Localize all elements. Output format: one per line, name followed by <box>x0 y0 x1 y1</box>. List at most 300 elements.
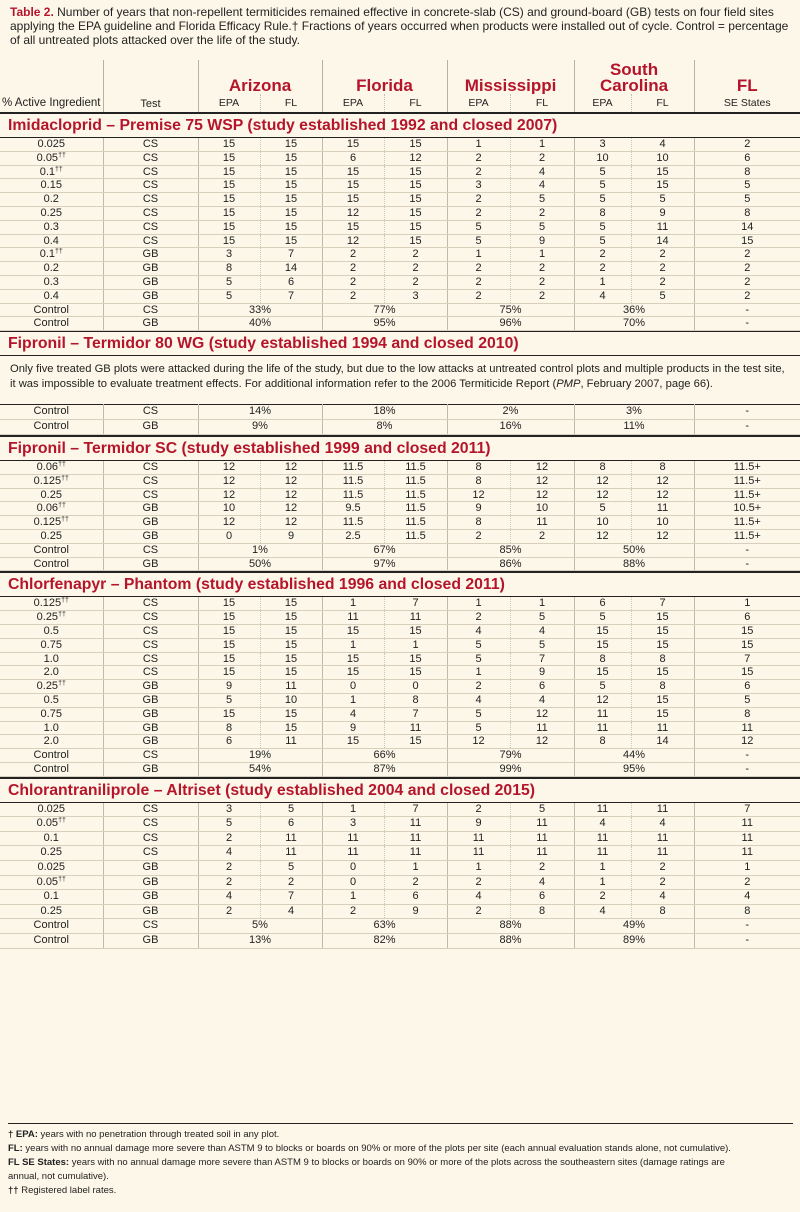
section-table <box>0 803 800 949</box>
table-cell: 86% <box>447 557 574 571</box>
table-cell: 11 <box>694 817 800 832</box>
table-cell: 11 <box>384 831 447 846</box>
table-cell: 49% <box>574 919 694 934</box>
table-cell: 67% <box>322 543 447 557</box>
table-row <box>0 275 800 289</box>
table-cell: GB <box>103 248 198 262</box>
section-table <box>0 461 800 571</box>
table-cell: CS <box>103 666 198 680</box>
table-cell: 5 <box>574 220 631 234</box>
table-row <box>0 220 800 234</box>
table-cell: 11 <box>694 831 800 846</box>
table-cell: 11 <box>322 846 384 861</box>
table-cell: 15 <box>260 206 322 220</box>
table-cell: 11.5+ <box>694 488 800 502</box>
table-cell: 0.3 <box>0 220 103 234</box>
table-cell: 2 <box>694 248 800 262</box>
table-row <box>0 624 800 638</box>
table-cell: 11 <box>631 220 694 234</box>
table-cell: 0.05†† <box>0 875 103 890</box>
table-cell: 5 <box>447 721 510 735</box>
table-cell: 15 <box>631 666 694 680</box>
table-cell: 0.1 <box>0 831 103 846</box>
table-cell: 2 <box>510 861 574 876</box>
table-cell: 5% <box>198 919 322 934</box>
table-cell: 12 <box>510 707 574 721</box>
table-cell: - <box>694 557 800 571</box>
table-cell: 4 <box>510 693 574 707</box>
table-cell: 14 <box>694 220 800 234</box>
table-cell: 15 <box>631 165 694 179</box>
section-table <box>0 138 800 331</box>
table-cell: 79% <box>447 749 574 763</box>
table-cell: 5 <box>260 861 322 876</box>
table-cell: GB <box>103 904 198 919</box>
table-cell: 8 <box>447 516 510 530</box>
table-cell: GB <box>103 529 198 543</box>
table-cell: 3 <box>198 248 260 262</box>
section-table <box>0 404 800 435</box>
table-cell: 2 <box>631 875 694 890</box>
table-cell: 12 <box>447 735 510 749</box>
table-cell: 12 <box>260 502 322 516</box>
table-cell: 15 <box>631 638 694 652</box>
footnote-text: years with no annual damage more severe than ASTM 9 to blocks or boards on 90% or more of the plots per site (each annual evaluation stands alone, not cumulative). <box>22 1143 731 1154</box>
table-cell: 5 <box>447 638 510 652</box>
table-cell: 5 <box>198 289 260 303</box>
table-cell: 1 <box>694 597 800 610</box>
control-row <box>0 303 800 317</box>
table-cell: 5 <box>574 680 631 694</box>
table-cell: 0.025 <box>0 803 103 817</box>
footnote-registered <box>8 1184 793 1198</box>
table-cell: 11.5 <box>384 529 447 543</box>
table-cell: 5 <box>447 652 510 666</box>
table-cell: 2 <box>510 529 574 543</box>
table-row <box>0 474 800 488</box>
table-cell: GB <box>103 735 198 749</box>
table-cell: 9 <box>447 817 510 832</box>
table-cell: 10 <box>631 516 694 530</box>
table-cell: 0.75 <box>0 707 103 721</box>
table-cell: 15 <box>260 666 322 680</box>
table-cell: CS <box>103 179 198 193</box>
table-cell: 2 <box>510 151 574 165</box>
table-row <box>0 803 800 817</box>
table-cell: CS <box>103 543 198 557</box>
table-cell: 12 <box>631 529 694 543</box>
table-cell: 11 <box>510 831 574 846</box>
footnote-label: FL SE States: <box>8 1157 70 1168</box>
table-cell: 0.05†† <box>0 817 103 832</box>
table-cell: 2 <box>631 275 694 289</box>
note-text: Only five treated GB plots were attacked during the life of the study, but due to the low attacks at untreated control plots and multiple products in the test site, it was impossible to evaluate treatment effects. For additional information refer to the 2006 Termiticide Report ( <box>10 363 785 391</box>
table-cell: 4 <box>447 890 510 905</box>
table-cell: 3% <box>574 405 694 420</box>
table-caption <box>0 0 800 60</box>
table-cell: 2 <box>447 275 510 289</box>
header-site-mississippi: Mississippi <box>447 60 574 94</box>
table-cell: 5 <box>260 803 322 817</box>
table-cell: 0.5 <box>0 693 103 707</box>
table-cell: 11 <box>447 831 510 846</box>
table-cell: 8 <box>694 904 800 919</box>
table-cell: 5 <box>510 193 574 207</box>
table-cell: 15 <box>631 693 694 707</box>
table-cell: 6 <box>574 597 631 610</box>
table-cell: 9.5 <box>322 502 384 516</box>
note-italic: PMP <box>556 378 581 391</box>
table-cell: 2 <box>447 875 510 890</box>
table-cell: 33% <box>198 303 322 317</box>
table-cell: 19% <box>198 749 322 763</box>
table-cell: 11 <box>260 735 322 749</box>
table-cell: 15 <box>322 165 384 179</box>
table-row <box>0 234 800 248</box>
table-row <box>0 890 800 905</box>
table-cell: 6 <box>694 151 800 165</box>
table-cell: 2 <box>322 275 384 289</box>
table-cell: 11.5 <box>322 461 384 474</box>
table-cell: 15 <box>260 611 322 625</box>
table-cell: 2 <box>322 262 384 276</box>
table-row <box>0 179 800 193</box>
table-cell: 8 <box>510 904 574 919</box>
table-row <box>0 904 800 919</box>
table-cell: 11 <box>631 721 694 735</box>
table-cell: 12 <box>322 206 384 220</box>
table-cell: 15 <box>322 220 384 234</box>
table-cell: GB <box>103 890 198 905</box>
table-cell: GB <box>103 289 198 303</box>
table-cell: 6 <box>384 890 447 905</box>
table-cell: 5 <box>198 693 260 707</box>
table-row <box>0 488 800 502</box>
header-fl: FL <box>260 94 322 113</box>
table-cell: 0.25 <box>0 529 103 543</box>
table-cell: 15 <box>574 666 631 680</box>
table-cell: 0.1 <box>0 890 103 905</box>
table-cell: 11.5 <box>384 474 447 488</box>
table-cell: 0.25 <box>0 846 103 861</box>
table-cell: 4 <box>574 817 631 832</box>
table-cell: 13% <box>198 934 322 949</box>
table-cell: CS <box>103 624 198 638</box>
table-cell: GB <box>103 934 198 949</box>
header-epa: EPA <box>574 94 631 113</box>
table-cell: 2 <box>447 165 510 179</box>
table-cell: 2 <box>447 803 510 817</box>
table-cell: 15 <box>694 638 800 652</box>
table-cell: 11 <box>574 721 631 735</box>
section-title: Chlorantraniliprole – Altriset (study established 2004 and closed 2015) <box>0 777 800 803</box>
table-row <box>0 516 800 530</box>
table-row <box>0 721 800 735</box>
footnote-text: annual, not cumulative). <box>8 1171 109 1182</box>
table-cell: 15 <box>260 597 322 610</box>
table-cell: 10 <box>574 516 631 530</box>
table-cell: 89% <box>574 934 694 949</box>
table-cell: Control <box>0 557 103 571</box>
control-row <box>0 934 800 949</box>
table-cell: Control <box>0 543 103 557</box>
table-cell: 15 <box>260 151 322 165</box>
table-cell: 11.5 <box>384 488 447 502</box>
table-cell: 15 <box>631 624 694 638</box>
table-cell: 1 <box>447 666 510 680</box>
table-cell: 1 <box>574 861 631 876</box>
table-cell: 10 <box>198 502 260 516</box>
table-cell: 1.0 <box>0 652 103 666</box>
table-cell: 11 <box>384 846 447 861</box>
table-cell: 5 <box>447 707 510 721</box>
table-cell: 15 <box>322 735 384 749</box>
table-cell: 15 <box>260 193 322 207</box>
table-cell: 12 <box>631 474 694 488</box>
table-cell: 11 <box>631 846 694 861</box>
table-cell: 11 <box>510 721 574 735</box>
table-cell: 5 <box>510 638 574 652</box>
table-cell: Control <box>0 934 103 949</box>
table-cell: 2 <box>322 289 384 303</box>
table-cell: 8 <box>198 721 260 735</box>
header-site-florida: Florida <box>322 60 447 94</box>
table-cell: 11 <box>631 502 694 516</box>
table-cell: 12 <box>260 474 322 488</box>
table-row <box>0 861 800 876</box>
table-cell: - <box>694 749 800 763</box>
table-row <box>0 831 800 846</box>
table-cell: 6 <box>260 817 322 832</box>
footnote-fl-se-states <box>8 1156 793 1170</box>
table-cell: 1% <box>198 543 322 557</box>
table-cell: 2 <box>574 890 631 905</box>
table-cell: 54% <box>198 762 322 776</box>
table-cell: 1 <box>384 638 447 652</box>
table-cell: 2 <box>631 248 694 262</box>
table-row <box>0 846 800 861</box>
table-cell: 8 <box>447 461 510 474</box>
table-cell: CS <box>103 193 198 207</box>
table-cell: 15 <box>384 624 447 638</box>
table-cell: 9 <box>447 502 510 516</box>
table-cell: 15 <box>694 666 800 680</box>
note-text: , February 2007, page 66). <box>580 378 713 391</box>
control-row <box>0 762 800 776</box>
table-cell: 9 <box>510 666 574 680</box>
table-cell: 0 <box>322 680 384 694</box>
table-cell: 3 <box>574 138 631 151</box>
table-cell: 9% <box>198 420 322 435</box>
table-cell: 4 <box>574 904 631 919</box>
footnote-label: †† <box>8 1185 22 1196</box>
table-cell: 75% <box>447 303 574 317</box>
table-cell: 8 <box>694 206 800 220</box>
table-cell: 15 <box>198 179 260 193</box>
table-cell: 77% <box>322 303 447 317</box>
table-cell: 15 <box>198 624 260 638</box>
table-cell: 0.4 <box>0 289 103 303</box>
table-cell: 15 <box>260 179 322 193</box>
table-row <box>0 248 800 262</box>
section-table <box>0 597 800 776</box>
table-cell: GB <box>103 420 198 435</box>
table-cell: 1 <box>574 875 631 890</box>
table-cell: 15 <box>384 652 447 666</box>
table-cell: - <box>694 420 800 435</box>
table-cell: GB <box>103 680 198 694</box>
table-cell: CS <box>103 405 198 420</box>
table-cell: 0 <box>384 680 447 694</box>
table-cell: 11 <box>322 611 384 625</box>
table-cell: 15 <box>260 624 322 638</box>
table-cell: CS <box>103 817 198 832</box>
footnote-text: years with no penetration through treated soil in any plot. <box>37 1129 280 1140</box>
table-cell: 15 <box>198 611 260 625</box>
table-cell: 7 <box>510 652 574 666</box>
control-row <box>0 405 800 420</box>
table-cell: 11 <box>510 516 574 530</box>
table-cell: 2 <box>198 861 260 876</box>
header-se-states: SE States <box>694 94 800 113</box>
table-cell: 5 <box>694 179 800 193</box>
table-cell: 0.5 <box>0 624 103 638</box>
table-cell: 5 <box>631 289 694 303</box>
table-cell: 5 <box>198 817 260 832</box>
table-cell: 8 <box>631 904 694 919</box>
table-cell: 11 <box>447 846 510 861</box>
table-cell: GB <box>103 275 198 289</box>
table-cell: 5 <box>198 275 260 289</box>
table-cell: 12 <box>510 474 574 488</box>
table-cell: 11 <box>694 721 800 735</box>
table-cell: CS <box>103 206 198 220</box>
footnote-label: FL: <box>8 1143 23 1154</box>
table-cell: 6 <box>694 611 800 625</box>
table-cell: 96% <box>447 317 574 331</box>
table-cell: 15 <box>198 206 260 220</box>
table-cell: 12 <box>510 488 574 502</box>
table-cell: 15 <box>384 735 447 749</box>
table-cell: 95% <box>574 762 694 776</box>
table-row <box>0 206 800 220</box>
table-row <box>0 680 800 694</box>
table-cell: 0.025 <box>0 138 103 151</box>
table-row <box>0 817 800 832</box>
table-cell: Control <box>0 919 103 934</box>
table-cell: 7 <box>384 803 447 817</box>
table-cell: 12 <box>574 488 631 502</box>
table-cell: 63% <box>322 919 447 934</box>
table-cell: Control <box>0 303 103 317</box>
table-cell: 14 <box>631 735 694 749</box>
table-cell: 12 <box>694 735 800 749</box>
table-cell: 9 <box>631 206 694 220</box>
caption-label: Table 2. <box>10 5 54 19</box>
table-cell: 6 <box>322 151 384 165</box>
table-cell: 11 <box>384 611 447 625</box>
table-cell: 0 <box>198 529 260 543</box>
table-cell: 11% <box>574 420 694 435</box>
table-cell: 3 <box>198 803 260 817</box>
table-cell: 2 <box>384 262 447 276</box>
caption-text: Number of years that non-repellent termiticides remained effective in concrete-slab (CS) and ground-board (GB) tests on four field sites applying the EPA guideline and Florida Efficacy Rule.† Fractions of years occurred when products were installed out of cycle. Control = percentage of all untreated plots attacked over the life of the study. <box>10 5 789 47</box>
table-cell: 7 <box>260 289 322 303</box>
table-cell: - <box>694 919 800 934</box>
table-cell: 18% <box>322 405 447 420</box>
table-cell: 11.5 <box>384 516 447 530</box>
control-row <box>0 749 800 763</box>
table-cell: 0.05†† <box>0 151 103 165</box>
table-cell: 88% <box>447 919 574 934</box>
table-cell: 2 <box>447 611 510 625</box>
header-active-ingredient: % Active Ingredient <box>0 60 103 113</box>
table-cell: 15 <box>384 220 447 234</box>
table-cell: 4 <box>510 179 574 193</box>
table-cell: 15 <box>198 638 260 652</box>
table-cell: 5 <box>510 220 574 234</box>
table-cell: 15 <box>260 234 322 248</box>
table-cell: 2 <box>198 904 260 919</box>
table-cell: 2 <box>198 831 260 846</box>
table-cell: 15 <box>384 193 447 207</box>
table-cell: 44% <box>574 749 694 763</box>
footnote-fl-se-states-cont <box>8 1170 793 1184</box>
table-cell: Control <box>0 420 103 435</box>
table-cell: - <box>694 303 800 317</box>
table-cell: CS <box>103 749 198 763</box>
table-cell: 0.2 <box>0 193 103 207</box>
table-row <box>0 638 800 652</box>
table-cell: CS <box>103 846 198 861</box>
table-cell: 11.5 <box>322 474 384 488</box>
table-cell: 12 <box>260 516 322 530</box>
table-cell: 0.15 <box>0 179 103 193</box>
table-cell: 14 <box>260 262 322 276</box>
table-cell: 2 <box>447 904 510 919</box>
table-cell: 15 <box>260 220 322 234</box>
table-cell: 6 <box>260 275 322 289</box>
table-cell: 4 <box>510 165 574 179</box>
table-cell: 4 <box>198 890 260 905</box>
table-row <box>0 707 800 721</box>
table-cell: CS <box>103 652 198 666</box>
table-cell: 15 <box>198 666 260 680</box>
table-cell: 5 <box>574 179 631 193</box>
table-cell: 4 <box>574 289 631 303</box>
table-cell: 15 <box>198 707 260 721</box>
table-cell: 7 <box>694 652 800 666</box>
table-cell: 8 <box>694 165 800 179</box>
table-row <box>0 597 800 610</box>
table-cell: GB <box>103 707 198 721</box>
table-cell: 1 <box>322 638 384 652</box>
table-cell: 11 <box>574 803 631 817</box>
table-cell: 2 <box>447 529 510 543</box>
table-cell: 66% <box>322 749 447 763</box>
table-cell: 4 <box>631 817 694 832</box>
footnote-epa <box>8 1128 793 1142</box>
table-cell: 12 <box>322 234 384 248</box>
table-cell: 12 <box>384 151 447 165</box>
table-cell: 95% <box>322 317 447 331</box>
footnote-text: years with no annual damage more severe than ASTM 9 to blocks or boards on 90% or more of the plots across the southeastern sites (damage ratings are <box>69 1157 725 1168</box>
table-cell: 0.2 <box>0 262 103 276</box>
table-cell: 4 <box>631 890 694 905</box>
table-cell: 15 <box>198 597 260 610</box>
table-cell: - <box>694 317 800 331</box>
table-cell: 15 <box>322 624 384 638</box>
